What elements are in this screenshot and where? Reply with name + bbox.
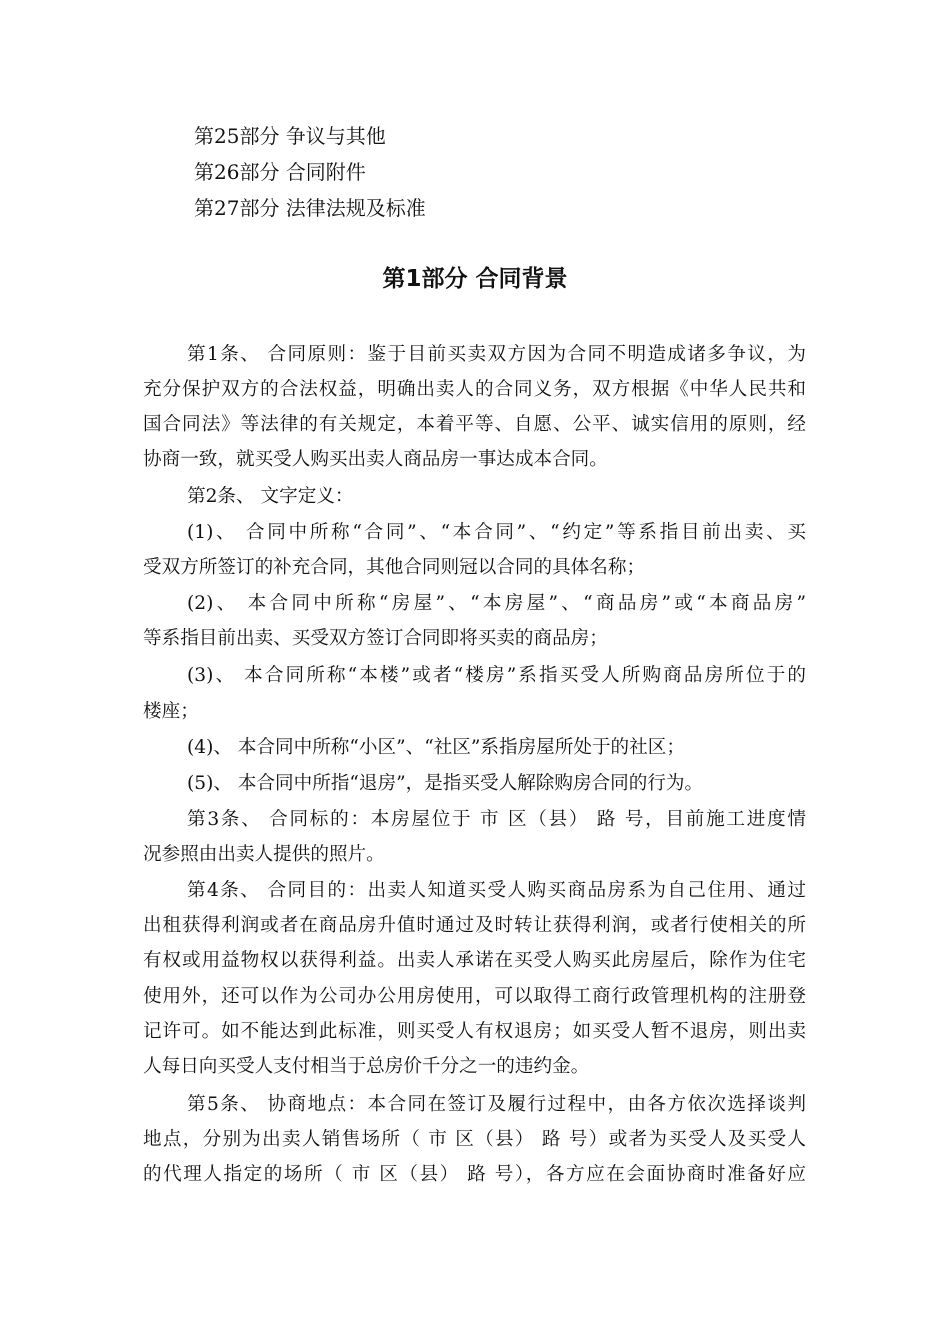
paragraph-line: 受双方所签订的补充合同，其他合同则冠以合同的具体名称；: [143, 557, 646, 578]
paragraph-line: 楼座；: [143, 701, 199, 722]
paragraph-line: 等系指目前出卖、买受双方签订合同即将买卖的商品房；: [143, 628, 608, 649]
paragraph-line: (1)、 合同中所称“合同”、“本合同”、“约定”等系指目前出卖、买: [187, 522, 806, 543]
paragraph-line: 充分保护双方的合法权益，明确出卖人的合同义务，双方根据《中华人民共和: [143, 379, 806, 400]
paragraph-line: 有权或用益物权以获得利益。出卖人承诺在买受人购买此房屋后，除作为住宅: [143, 950, 806, 971]
paragraph-line: 况参照由出卖人提供的照片。: [143, 844, 385, 865]
paragraph-line: 人每日向买受人支付相当于总房价千分之一的违约金。: [143, 1056, 590, 1077]
paragraph-line: 第4条、 合同目的：出卖人知道买受人购买商品房系为自己住用、通过: [187, 880, 806, 901]
paragraph-line: (2)、 本合同中所称“房屋”、“本房屋”、“商品房”或“本商品房”: [187, 593, 806, 614]
paragraph-line: 第3条、 合同标的：本房屋位于 市 区（县） 路 号，目前施工进度情: [187, 809, 806, 830]
paragraph-line: 第1条、 合同原则：鉴于目前买卖双方因为合同不明造成诸多争议，为: [187, 344, 806, 365]
paragraph-line: (5)、 本合同中所指“退房”，是指买受人解除购房合同的行为。: [187, 773, 704, 794]
toc-entry-26: 第26部分 合同附件: [194, 160, 366, 184]
paragraph-line: (3)、 本合同所称“本楼”或者“楼房”系指买受人所购商品房所位于的: [187, 665, 806, 686]
paragraph-line: 第5条、 协商地点：本合同在签订及履行过程中，由各方依次选择谈判: [187, 1094, 806, 1115]
paragraph-line: 地点，分别为出卖人销售场所（ 市 区（县） 路 号）或者为买受人及买受人: [143, 1129, 806, 1150]
toc-entry-25: 第25部分 争议与其他: [194, 124, 386, 148]
paragraph-line: 的代理人指定的场所（ 市 区（县） 路 号），各方应在会面协商时准备好应: [143, 1164, 806, 1185]
paragraph-line: 使用外，还可以作为公司办公用房使用，可以取得工商行政管理机构的注册登: [143, 986, 806, 1007]
paragraph-line: (4)、 本合同中所称“小区”、“社区”系指房屋所处于的社区；: [187, 737, 685, 758]
paragraph-line: 第2条、 文字定义：: [187, 486, 354, 507]
toc-entry-27: 第27部分 法律法规及标准: [194, 196, 426, 220]
paragraph-line: 出租获得利润或者在商品房升值时通过及时转让获得利润，或者行使相关的所: [143, 915, 806, 936]
paragraph-line: 协商一致，就买受人购买出卖人商品房一事达成本合同。: [143, 449, 608, 470]
paragraph-line: 国合同法》等法律的有关规定，本着平等、自愿、公平、诚实信用的原则，经: [143, 414, 806, 435]
paragraph-line: 记许可。如不能达到此标准，则买受人有权退房；如买受人暂不退房，则出卖: [143, 1021, 806, 1042]
section-heading: 第1部分 合同背景: [382, 266, 568, 292]
